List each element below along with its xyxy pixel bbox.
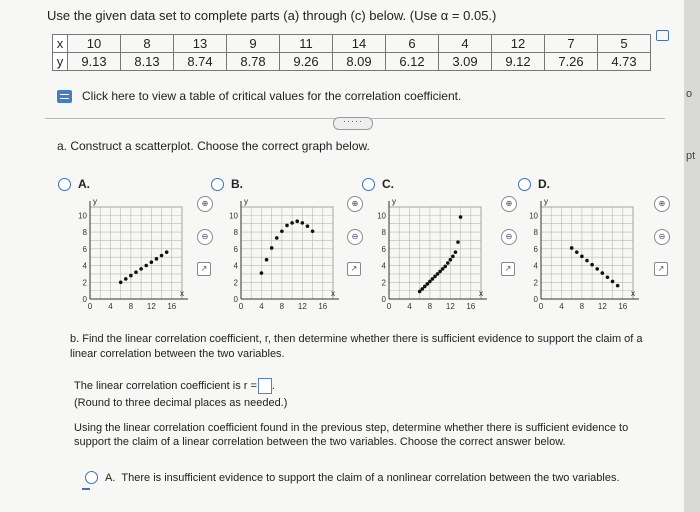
data-point bbox=[119, 280, 123, 284]
x-tick-label: 8 bbox=[279, 302, 285, 311]
x-tick-label: 4 bbox=[259, 302, 264, 311]
table-cell: 3.09 bbox=[439, 53, 492, 71]
x-header: x bbox=[53, 35, 68, 53]
y-row bbox=[53, 53, 651, 71]
x-tick-label: 16 bbox=[318, 302, 328, 311]
table-cell: 9.12 bbox=[492, 53, 545, 71]
correlation-label: The linear correlation coefficient is r = bbox=[74, 380, 257, 392]
table-cell: 6.12 bbox=[386, 53, 439, 71]
correlation-input[interactable] bbox=[258, 378, 272, 394]
x-axis-label: x bbox=[631, 289, 635, 298]
table-cell: 11 bbox=[280, 35, 333, 53]
period: . bbox=[271, 380, 275, 392]
data-point bbox=[580, 255, 584, 259]
data-point bbox=[155, 257, 159, 261]
critical-values-link[interactable] bbox=[57, 89, 461, 103]
y-tick-label: 6 bbox=[82, 244, 87, 254]
x-tick-label: 8 bbox=[579, 302, 585, 311]
data-point bbox=[285, 224, 289, 228]
part-c-prompt: Using the linear correlation coefficient found in the previous step, determine whether there is sufficient evidence to support the claim of a linear correlation between the two variables. Choose the correct answer below. bbox=[74, 422, 629, 448]
y-tick-label: 4 bbox=[533, 261, 538, 271]
edge-label: o bbox=[686, 88, 693, 100]
data-point bbox=[601, 271, 605, 275]
table-icon bbox=[57, 90, 72, 103]
data-point bbox=[306, 224, 310, 228]
x-tick-label: 12 bbox=[445, 302, 455, 311]
data-point bbox=[301, 221, 305, 225]
adjacent-panel bbox=[684, 0, 700, 512]
x-tick-label: 0 bbox=[538, 302, 544, 311]
question-intro: Use the given data set to complete parts (a) through (c) below. (Use α = 0.05.) bbox=[47, 8, 497, 23]
y-tick-label: 4 bbox=[381, 261, 386, 271]
critical-values-link-text[interactable]: Click here to view a table of critical values for the correlation coefficient. bbox=[82, 89, 462, 103]
x-tick-label: 0 bbox=[238, 302, 244, 311]
data-point bbox=[311, 229, 315, 233]
data-point bbox=[295, 219, 299, 223]
x-tick-label: 12 bbox=[597, 302, 607, 311]
y-tick-label: 0 bbox=[233, 295, 238, 304]
data-table bbox=[52, 34, 651, 71]
y-tick-label: 8 bbox=[233, 228, 238, 238]
table-cell: 8 bbox=[121, 35, 174, 53]
data-point bbox=[570, 246, 574, 250]
zoom-out-icon[interactable]: ⊖ bbox=[347, 229, 363, 245]
x-axis-label: x bbox=[180, 289, 184, 298]
part-b-prompt: b. Find the linear correlation coefficient, r, then determine whether there is sufficient evidence to support the claim of a linear correlation between the two variables. bbox=[70, 333, 643, 360]
x-tick-label: 12 bbox=[297, 302, 307, 311]
zoom-tools-d bbox=[654, 196, 670, 293]
data-point bbox=[139, 267, 143, 271]
zoom-tools-a bbox=[197, 196, 213, 293]
table-cell: 12 bbox=[492, 35, 545, 53]
data-point bbox=[270, 246, 274, 250]
x-tick-label: 8 bbox=[427, 302, 433, 311]
option-d[interactable] bbox=[518, 177, 550, 191]
data-point bbox=[165, 250, 169, 254]
y-axis-label: y bbox=[93, 197, 97, 206]
x-tick-label: 4 bbox=[108, 302, 113, 311]
y-tick-label: 6 bbox=[381, 244, 386, 254]
expand-button[interactable]: ····· bbox=[333, 117, 373, 130]
y-tick-label: 10 bbox=[377, 211, 386, 221]
table-cell: 8.13 bbox=[121, 53, 174, 71]
table-cell: 7.26 bbox=[545, 53, 598, 71]
radio-button[interactable] bbox=[362, 178, 375, 191]
data-point bbox=[590, 263, 594, 267]
open-external-icon[interactable]: ↗ bbox=[347, 262, 361, 276]
zoom-out-icon[interactable]: ⊖ bbox=[501, 229, 517, 245]
data-point bbox=[449, 258, 453, 262]
zoom-out-icon[interactable]: ⊖ bbox=[197, 229, 213, 245]
y-tick-label: 10 bbox=[229, 211, 238, 221]
x-axis-label: x bbox=[331, 289, 335, 298]
y-tick-label: 4 bbox=[233, 261, 238, 271]
table-cell: 13 bbox=[174, 35, 227, 53]
choice-a-text: There is insufficient evidence to support the claim of a nonlinear correlation between the two variables. bbox=[121, 471, 620, 484]
data-point bbox=[160, 254, 164, 258]
open-external-icon[interactable]: ↗ bbox=[197, 262, 211, 276]
option-b[interactable] bbox=[211, 177, 243, 191]
data-point bbox=[446, 261, 450, 265]
option-letter: A. bbox=[78, 177, 90, 191]
rounding-note: (Round to three decimal places as needed.) bbox=[74, 397, 288, 409]
table-cell: 9.26 bbox=[280, 53, 333, 71]
y-tick-label: 10 bbox=[529, 211, 538, 221]
table-cell: 8.74 bbox=[174, 53, 227, 71]
data-point bbox=[443, 265, 447, 269]
table-cell: 5 bbox=[598, 35, 651, 53]
data-point bbox=[454, 250, 458, 254]
data-point bbox=[585, 259, 589, 263]
correlation-answer-row bbox=[74, 378, 275, 394]
data-point bbox=[124, 277, 128, 281]
radio-button[interactable] bbox=[58, 178, 71, 191]
data-point bbox=[456, 240, 460, 244]
y-axis-label: y bbox=[244, 197, 248, 206]
y-header: y bbox=[53, 53, 68, 71]
data-point bbox=[280, 229, 284, 233]
option-letter: D. bbox=[538, 177, 550, 191]
edge-label: pt bbox=[686, 150, 696, 162]
open-external-icon[interactable]: ↗ bbox=[501, 262, 515, 276]
y-tick-label: 10 bbox=[78, 211, 87, 221]
table-cell: 8.78 bbox=[227, 53, 280, 71]
x-tick-label: 16 bbox=[466, 302, 476, 311]
table-cell: 7 bbox=[545, 35, 598, 53]
y-tick-label: 0 bbox=[82, 295, 87, 304]
x-tick-label: 4 bbox=[559, 302, 564, 311]
data-point bbox=[144, 264, 148, 268]
data-point bbox=[459, 215, 463, 219]
zoom-tools-c bbox=[501, 196, 517, 293]
scatterplot-option-a bbox=[66, 195, 190, 320]
x-tick-label: 12 bbox=[146, 302, 156, 311]
x-row bbox=[53, 35, 651, 53]
y-tick-label: 8 bbox=[82, 228, 87, 238]
data-point bbox=[595, 267, 599, 271]
radio-button[interactable] bbox=[85, 471, 98, 484]
table-cell: 9 bbox=[227, 35, 280, 53]
data-point bbox=[275, 236, 279, 240]
data-point bbox=[290, 221, 294, 225]
plot-frame bbox=[241, 207, 333, 299]
radio-button[interactable] bbox=[518, 178, 531, 191]
data-point bbox=[611, 280, 615, 284]
x-axis-label: x bbox=[479, 289, 483, 298]
x-tick-label: 8 bbox=[128, 302, 134, 311]
x-tick-label: 0 bbox=[87, 302, 93, 311]
y-tick-label: 8 bbox=[381, 228, 386, 238]
zoom-tools-b bbox=[347, 196, 363, 293]
data-point bbox=[265, 258, 269, 262]
zoom-out-icon[interactable]: ⊖ bbox=[654, 229, 670, 245]
y-tick-label: 6 bbox=[533, 244, 538, 254]
data-point bbox=[451, 255, 455, 259]
choice-a[interactable] bbox=[85, 471, 620, 484]
zoom-in-icon[interactable]: ⊕ bbox=[501, 196, 517, 212]
copy-table-icon[interactable] bbox=[656, 30, 669, 41]
y-axis-label: y bbox=[544, 197, 548, 206]
y-tick-label: 8 bbox=[533, 228, 538, 238]
radio-button[interactable] bbox=[211, 178, 224, 191]
y-tick-label: 0 bbox=[381, 295, 386, 304]
open-external-icon[interactable]: ↗ bbox=[654, 262, 668, 276]
table-cell: 6 bbox=[386, 35, 439, 53]
option-letter: C. bbox=[382, 177, 394, 191]
scatterplot-option-c bbox=[365, 195, 489, 320]
table-cell: 14 bbox=[333, 35, 386, 53]
data-point bbox=[575, 250, 579, 254]
y-tick-label: 4 bbox=[82, 261, 87, 271]
table-cell: 4 bbox=[439, 35, 492, 53]
zoom-in-icon[interactable]: ⊕ bbox=[654, 196, 670, 212]
plot-frame bbox=[389, 207, 481, 299]
table-cell: 10 bbox=[68, 35, 121, 53]
data-point bbox=[616, 284, 620, 288]
x-tick-label: 16 bbox=[618, 302, 628, 311]
y-tick-label: 0 bbox=[533, 295, 538, 304]
option-letter: B. bbox=[231, 177, 243, 191]
y-axis-label: y bbox=[392, 197, 396, 206]
choice-letter: A. bbox=[105, 471, 116, 484]
zoom-in-icon[interactable]: ⊕ bbox=[197, 196, 213, 212]
table-cell: 9.13 bbox=[68, 53, 121, 71]
scatterplot-option-b bbox=[217, 195, 341, 320]
data-point bbox=[606, 275, 610, 279]
table-cell: 4.73 bbox=[598, 53, 651, 71]
option-a[interactable] bbox=[58, 177, 90, 191]
y-tick-label: 2 bbox=[381, 278, 386, 288]
option-c[interactable] bbox=[362, 177, 394, 191]
table-cell: 8.09 bbox=[333, 53, 386, 71]
x-tick-label: 0 bbox=[386, 302, 392, 311]
part-a-prompt: a. Construct a scatterplot. Choose the correct graph below. bbox=[57, 139, 370, 153]
scatterplot-option-d bbox=[517, 195, 641, 320]
data-point bbox=[150, 260, 154, 264]
data-point bbox=[129, 274, 133, 278]
next-choice-radio-edge[interactable] bbox=[82, 488, 90, 490]
y-tick-label: 2 bbox=[82, 278, 87, 288]
y-tick-label: 2 bbox=[233, 278, 238, 288]
zoom-in-icon[interactable]: ⊕ bbox=[347, 196, 363, 212]
y-tick-label: 2 bbox=[533, 278, 538, 288]
data-point bbox=[260, 271, 264, 275]
x-tick-label: 4 bbox=[407, 302, 412, 311]
x-tick-label: 16 bbox=[167, 302, 177, 311]
y-tick-label: 6 bbox=[233, 244, 238, 254]
data-point bbox=[134, 270, 138, 274]
